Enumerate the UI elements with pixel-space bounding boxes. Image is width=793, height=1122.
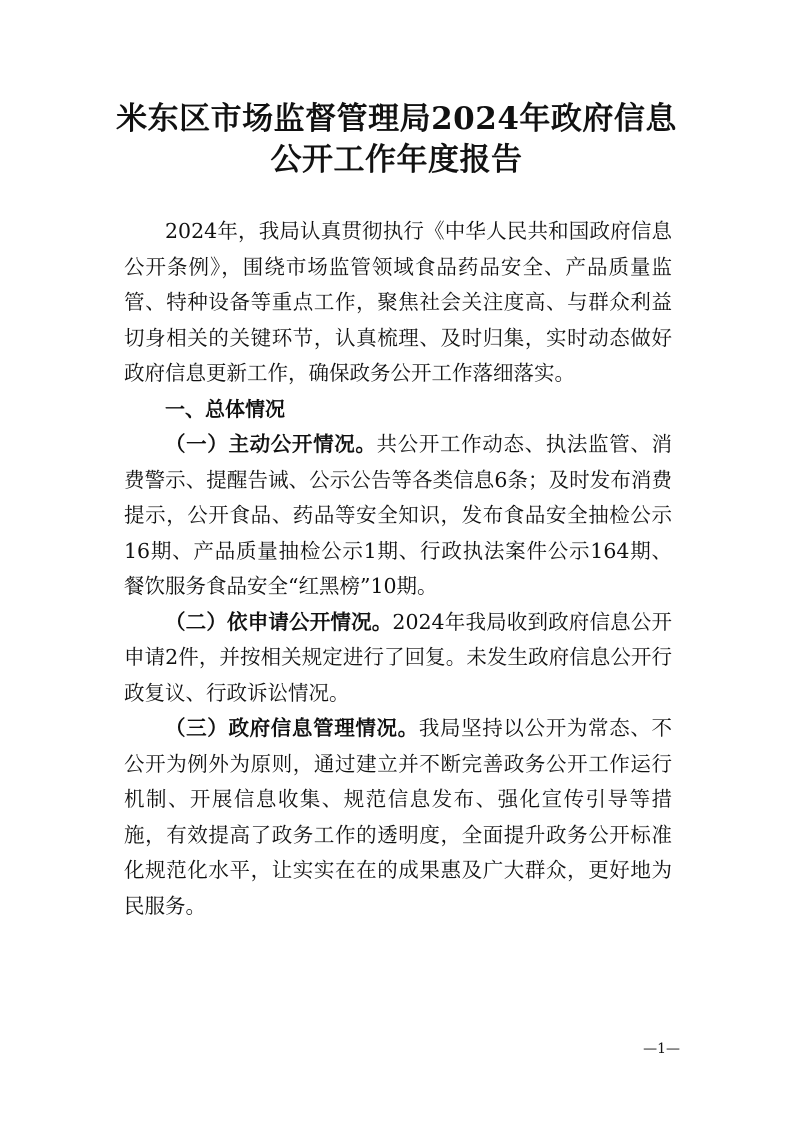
paragraph-lead: （一）主动公开情况。 — [165, 432, 377, 456]
document-body — [124, 214, 672, 924]
paragraph-lead: （三）政府信息管理情况。 — [165, 716, 419, 740]
paragraph-lead: （二）依申请公开情况。 — [165, 609, 393, 634]
paragraph-information-management — [124, 711, 672, 924]
paragraph-text: 我局坚持以公开为常态、不公开为例外为原则，通过建立并不断完善政务公开工作运行机制、开展信息收集、规范信息发布、强化宣传引导等措施，有效提高了政务工作的透明度，全面提升政务公开标准化规范化水平，让实实在在的成果惠及广大群众，更好地为民服务。 — [124, 716, 673, 918]
page-number: —1— — [643, 1041, 680, 1057]
paragraph-text: 共公开工作动态、执法监管、消费警示、提醒告诫、公示公告等各类信息6条；及时发布消费提示，公开食品、药品等安全知识，发布食品安全抽检公示16期、产品质量抽检公示1期、行政执法案件公示164期、餐饮服务食品安全“红黑榜”10期。 — [124, 432, 673, 598]
document-title-line-1: 米东区市场监督管理局2024年政府信息 — [116, 101, 677, 137]
document-title-line-2: 公开工作年度报告 — [270, 142, 523, 178]
paragraph-application-disclosure — [124, 605, 672, 712]
intro-paragraph: 2024年，我局认真贯彻执行《中华人民共和国政府信息公开条例》，围绕市场监管领域食品药品安全、产品质量监管、特种设备等重点工作，聚焦社会关注度高、与群众利益切身相关的关键环节，认真梳理、及时归集，实时动态做好政府信息更新工作，确保政务公开工作落细落实。 — [124, 219, 672, 385]
paragraph-text: 2024年我局收到政府信息公开申请2件，并按相关规定进行了回复。未发生政府信息公开行政复议、行政诉讼情况。 — [124, 609, 673, 705]
section-heading-overview: 一、总体情况 — [165, 396, 285, 421]
paragraph-proactive-disclosure — [124, 427, 672, 605]
